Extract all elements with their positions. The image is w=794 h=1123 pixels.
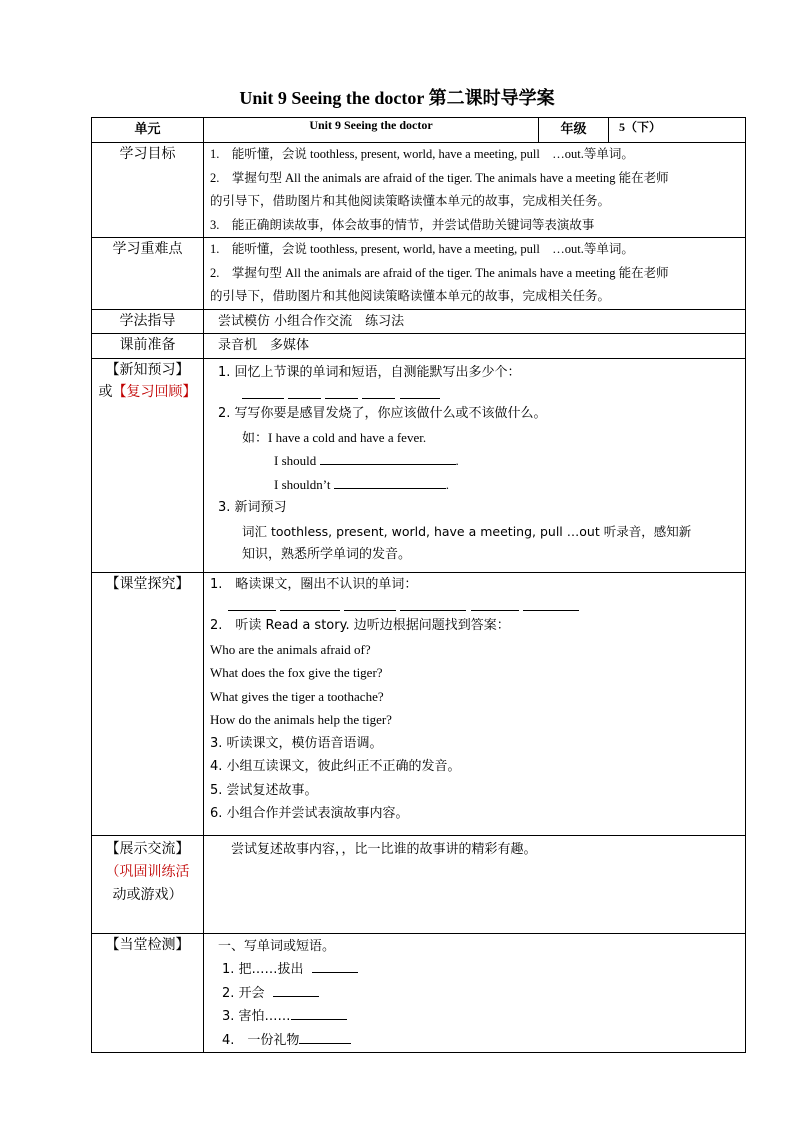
preview-example: 如：I have a cold and have a fever. [242,429,427,445]
unit-label: 单元 [92,118,204,143]
preview-blanks [204,384,745,402]
key-points-label: 学习重难点 [92,238,204,310]
check-item: 2. 开会 [222,985,265,1001]
goals-row [92,143,746,238]
explore-item-2: 2. 听读 Read a story. 边听边根据问题找到答案： [210,618,510,633]
shouldnt-label: I shouldn’t [274,476,331,492]
explore-row [92,572,746,835]
goals-item: 的引导下，借助图片和其他阅读策略读懂本单元的故事，完成相关任务。 [210,194,611,208]
check-label: 【当堂检测】 [92,933,204,1053]
key-point-item: 的引导下，借助图片和其他阅读策略读懂本单元的故事，完成相关任务。 [210,289,611,303]
method-value: 尝试模仿 小组合作交流 练习法 [218,313,405,329]
explore-step: 4. 小组互读课文，彼此纠正不正确的发音。 [210,759,461,774]
goals-label: 学习目标 [92,143,204,238]
check-item: 4. 一份礼物 [222,1032,300,1048]
explore-blanks [204,596,745,614]
check-item: 3. 害怕…… [222,1009,291,1024]
unit-value: Unit 9 Seeing the doctor [204,118,539,143]
prep-value: 录音机 多媒体 [218,338,310,353]
check-blank[interactable] [299,1029,351,1044]
header-row [92,118,746,143]
preview-vocab-2: 知识，熟悉所学单词的发音。 [242,547,412,562]
preview-item-2: 2. 写写你要是感冒发烧了，你应该做什么或不该做什么。 [218,406,547,421]
explore-item-1: 1. 略读课文，圈出不认识的单词： [210,576,418,592]
should-blank[interactable] [320,450,456,465]
method-label: 学法指导 [92,309,204,334]
grade-value: 5（下） [609,118,746,143]
question: Who are the animals afraid of? [210,641,371,657]
explore-step: 3. 听读课文，模仿语音语调。 [210,735,383,751]
check-item: 1. 把……拔出 [222,962,304,977]
prep-label: 课前准备 [92,334,204,359]
question: How do the animals help the tiger? [210,712,392,727]
show-label-sub: （巩固训练活 [105,863,190,880]
grade-label: 年级 [539,118,609,143]
goals-item: 1. 能听懂，会说 toothless, present, world, have a meeting, pull …out.等单词。 [210,147,634,161]
preview-item-1: 1. 回忆上节课的单词和短语，自测能默写出多少个： [218,364,521,380]
review-label: 【复习回顾】 [112,383,197,400]
explore-step: 6. 小组合作并尝试表演故事内容。 [210,806,409,821]
show-label: 【展示交流】 [105,840,190,857]
explore-label: 【课堂探究】 [92,572,204,835]
lesson-plan-table [91,117,746,1053]
preview-vocab-1: 词汇 toothless, present, world, have a meeting, pull …out 听录音，感知新 [242,523,692,539]
check-blank[interactable] [273,982,319,997]
shouldnt-blank[interactable] [334,474,446,489]
key-point-item: 2. 掌握句型 All the animals are afraid of the tiger. The animals have a meeting 能在老师 [210,265,669,280]
goals-item: 2. 掌握句型 All the animals are afraid of the tiger. The animals have a meeting 能在老师 [210,170,669,185]
preview-label-or: 或 [98,383,113,400]
show-label-sub-2: 动或游戏） [112,886,183,903]
check-row [92,933,746,1053]
show-row [92,835,746,933]
prep-row [92,334,746,359]
preview-item-3: 3. 新词预习 [218,500,287,515]
key-points-row [92,238,746,310]
check-blank[interactable] [291,1005,347,1020]
explore-step: 5. 尝试复述故事。 [210,782,318,798]
question: What gives the tiger a toothache? [210,688,384,704]
preview-row: 【新知预习】 或【复习回顾】 1. 回忆上节课的单词和短语，自测能默写出多少个： 2. 写写你要是感冒发烧了，你应该做什么或不该做什么。 如：I have a cold and have a fever. I should . I shouldn’t . 3. 新词预习 词汇 toothless, present, world, have a meeting, pull …out 听录音，感知新 知识，熟悉所学单词的发音。 [92,358,746,572]
preview-label: 【新知预习】 [105,361,190,378]
method-row [92,309,746,334]
goals-item: 3. 能正确朗读故事，体会故事的情节，并尝试借助关键词等表演故事 [210,217,595,232]
page-title: Unit 9 Seeing the doctor 第二课时导学案 [239,88,555,108]
check-heading: 一、写单词或短语。 [218,938,336,954]
check-blank[interactable] [312,958,358,973]
question: What does the fox give the tiger? [210,665,383,680]
should-label: I should [274,453,317,468]
show-value: 尝试复述故事内容，，比一比谁的故事讲的精彩有趣。 [218,841,537,857]
key-point-item: 1. 能听懂，会说 toothless, present, world, have a meeting, pull …out.等单词。 [210,242,634,256]
